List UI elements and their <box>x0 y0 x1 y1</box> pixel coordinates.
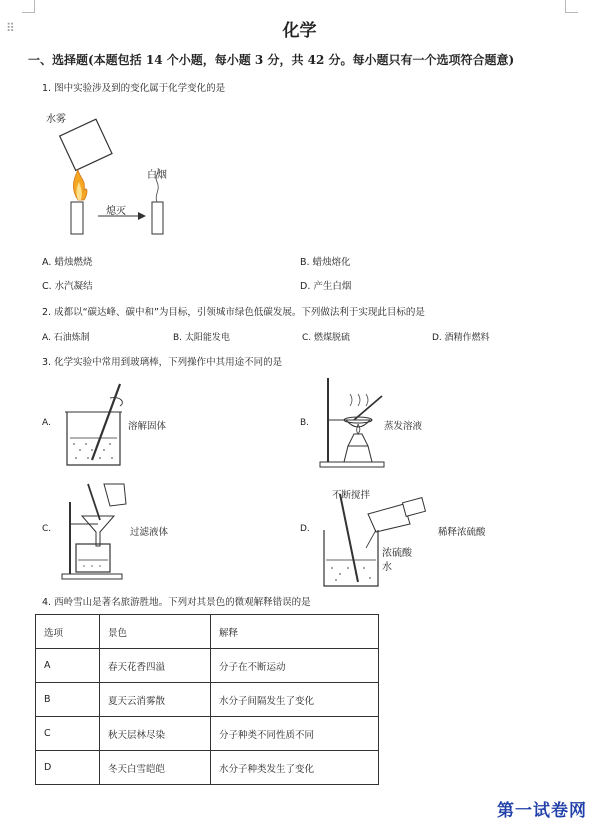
table-row[interactable] <box>36 751 379 785</box>
question-3-label-acid: 浓硫酸 <box>382 548 412 559</box>
table-cell-explanation: 水分子种类发生了变化 <box>211 751 379 785</box>
evaporation-figure <box>318 376 393 471</box>
table-cell-option: B <box>36 683 100 717</box>
dissolve-solid-figure <box>62 380 137 470</box>
table-header-scene: 景色 <box>100 615 211 649</box>
question-3-option-d-letter[interactable]: D. <box>300 524 310 534</box>
filtration-figure <box>60 480 140 580</box>
question-2-option-c[interactable]: C. 燃煤脱硫 <box>302 333 351 343</box>
question-2-stem: 2. 成都以“碳达峰、碳中和”为目标，引领城市绿色低碳发展。下列做法利于实现此目标的是 <box>42 307 425 318</box>
table-cell-scene: 春天花香四溢 <box>100 649 211 683</box>
question-1-option-d[interactable]: D. 产生白烟 <box>300 281 352 292</box>
dilution-figure <box>318 490 438 590</box>
table-cell-explanation: 水分子间隔发生了变化 <box>211 683 379 717</box>
question-3-label-stir: 不断搅拌 <box>332 490 371 501</box>
question-4-table <box>35 614 379 785</box>
table-row[interactable] <box>36 683 379 717</box>
question-2-option-b[interactable]: B. 太阳能发电 <box>173 333 230 343</box>
figure-label-extinguish: 熄灭 <box>106 206 126 217</box>
table-cell-option: A <box>36 649 100 683</box>
table-cell-scene: 夏天云消雾散 <box>100 683 211 717</box>
section-heading: 一、选择题(本题包括 14 个小题，每小题 3 分，共 42 分。每小题只有一个选项符合题意) <box>28 53 515 67</box>
question-3-label-water: 水 <box>382 562 392 573</box>
question-1-option-c[interactable]: C. 水汽凝结 <box>42 281 93 292</box>
table-cell-explanation: 分子在不断运动 <box>211 649 379 683</box>
table-row[interactable] <box>36 649 379 683</box>
table-cell-option: C <box>36 717 100 751</box>
question-3-caption-a: 溶解固体 <box>128 421 167 432</box>
question-3-stem: 3. 化学实验中常用到玻璃棒，下列操作中其用途不同的是 <box>42 357 283 368</box>
question-3-option-a-letter[interactable]: A. <box>42 418 51 428</box>
figure-label-smoke: 白烟 <box>147 170 167 181</box>
question-3-caption-b: 蒸发溶液 <box>384 421 423 432</box>
question-3-caption-d: 稀释浓硫酸 <box>438 527 486 538</box>
page-title: 化学 <box>282 21 317 41</box>
figure-label-mist: 水雾 <box>46 114 66 125</box>
table-row[interactable] <box>36 717 379 751</box>
drag-handle-icon[interactable]: ⠿ <box>6 21 15 35</box>
table-cell-option: D <box>36 751 100 785</box>
question-1-option-a[interactable]: A. 蜡烛燃烧 <box>42 257 93 268</box>
page-corner-mark-top-right <box>565 0 578 13</box>
table-cell-explanation: 分子种类不同性质不同 <box>211 717 379 751</box>
table-header-explanation: 解释 <box>211 615 379 649</box>
question-3-caption-c: 过滤液体 <box>130 527 169 538</box>
table-header-row <box>36 615 379 649</box>
question-3-option-b-letter[interactable]: B. <box>300 418 310 428</box>
table-cell-scene: 秋天层林尽染 <box>100 717 211 751</box>
watermark-logo: 第一试卷网 <box>497 801 587 821</box>
question-4-stem: 4. 西岭雪山是著名旅游胜地。下列对其景色的微观解释错误的是 <box>42 597 311 608</box>
question-1-stem: 1. 图中实验涉及到的变化属于化学变化的是 <box>42 83 226 94</box>
question-3-option-c-letter[interactable]: C. <box>42 524 52 534</box>
table-cell-scene: 冬天白雪皑皑 <box>100 751 211 785</box>
question-2-option-d[interactable]: D. 酒精作燃料 <box>432 333 490 343</box>
page-corner-mark-top-left <box>22 0 35 13</box>
question-1-option-b[interactable]: B. 蜡烛熔化 <box>300 257 351 268</box>
question-2-option-a[interactable]: A. 石油炼制 <box>42 333 90 343</box>
table-header-option: 选项 <box>36 615 100 649</box>
